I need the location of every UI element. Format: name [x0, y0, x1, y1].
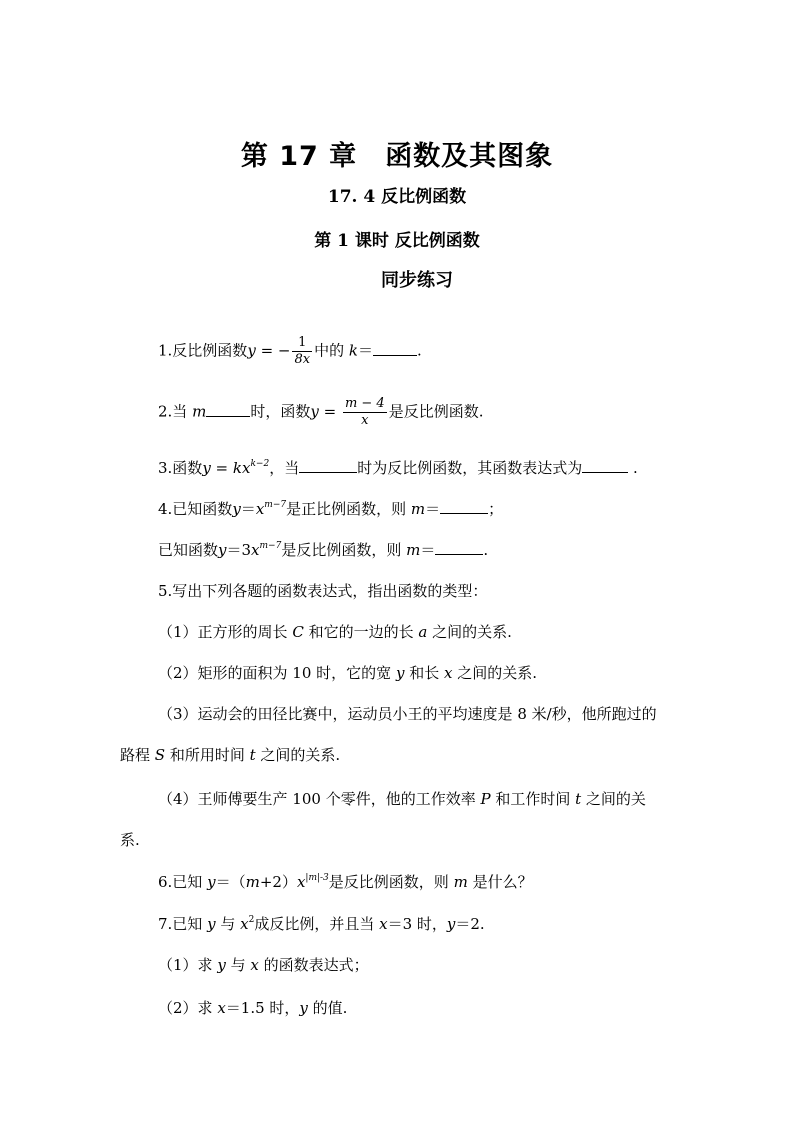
q5p1-var-C: C [292, 623, 304, 641]
answer-blank[interactable] [299, 458, 357, 473]
q4-end: ； [488, 500, 504, 518]
q7p2-var-x: x [217, 999, 226, 1017]
q5p2-text: （2）矩形的面积为 10 时，它的宽 [158, 664, 396, 682]
q4-var-x: x [255, 500, 265, 518]
question-5-intro: 5.写出下列各题的函数表达式，指出函数的类型： [158, 582, 488, 600]
q5p3-var-S: S [154, 746, 166, 764]
question-5-part-4-line-2: 系. [120, 831, 140, 849]
q5p4-end: 之间的关 [581, 790, 646, 808]
q7p1-var-x: x [250, 956, 259, 974]
q1-eq: = − [255, 341, 291, 360]
q5p4-text: （4）王师傅要生产 100 个零件，他的工作效率 [158, 790, 481, 808]
q7-var-x: x [240, 915, 249, 933]
q4-var-y: y [232, 500, 241, 518]
answer-blank[interactable] [435, 540, 483, 555]
question-6 [158, 871, 533, 892]
q2-end: 是反比例函数. [388, 402, 484, 421]
q7p2-mid: ＝1.5 时， [225, 999, 300, 1017]
chapter-title: 函数及其图象 [385, 141, 554, 172]
q1-text: 1.反比例函数 [158, 341, 248, 360]
q7-var-x2: x [379, 915, 388, 933]
q4b-eq2: ＝ [420, 541, 436, 559]
q3-mid2: 时为反比例函数，其函数表达式为 [357, 459, 583, 477]
chapter-number: 第 17 章 [240, 141, 358, 172]
question-7 [158, 913, 485, 934]
question-4-line-2 [158, 539, 488, 560]
q6-plus: +2） [259, 873, 297, 891]
question-5-part-1 [158, 621, 512, 642]
q4b-var-m: m [406, 541, 421, 559]
answer-blank[interactable] [440, 499, 488, 514]
q1-eq2: ＝ [357, 341, 373, 360]
q3-text: 3.函数 [158, 459, 203, 477]
lesson-title: 第 1 课时 反比例函数 [314, 231, 480, 251]
q1-denominator: 8x [294, 352, 311, 367]
q4b-text: 已知函数 [158, 541, 219, 559]
q4-var-m: m [410, 500, 426, 518]
q7p2-end: 的值. [307, 999, 348, 1017]
answer-blank[interactable] [206, 402, 250, 417]
q4-mid: 是正比例函数，则 [286, 500, 411, 518]
section-title: 17. 4 反比例函数 [327, 187, 467, 207]
q6-var-x: x [296, 873, 306, 891]
q5p2-var-x: x [443, 664, 453, 682]
q5p2-var-y: y [395, 664, 405, 682]
q4b-var-y: y [218, 541, 227, 559]
q1-numerator: 1 [292, 335, 312, 352]
q6-end: 是什么？ [467, 873, 533, 891]
q7p1-var-y: y [217, 956, 226, 974]
q7p2-text: （2）求 [158, 999, 218, 1017]
q3-end: . [628, 459, 638, 477]
q7p1-mid: 与 [225, 956, 251, 974]
question-4-line-1 [158, 498, 503, 519]
q4-text: 4.已知函数 [158, 500, 233, 518]
question-5-part-4-line-1 [158, 788, 646, 809]
q6-var-y: y [207, 873, 216, 891]
q4b-end: . [483, 541, 489, 559]
q1-var-k: k [348, 341, 358, 360]
q6-mid2: 是反比例函数，则 [328, 873, 454, 891]
q3-exponent: k−2 [250, 459, 270, 469]
q1-fraction [292, 335, 312, 368]
question-1 [158, 335, 422, 368]
q4-exponent: m−7 [264, 500, 287, 510]
q5p2-end: 之间的关系. [452, 664, 537, 682]
q4b-var-x: x [251, 541, 260, 559]
q7-mid2: 成反比例，并且当 [254, 915, 380, 933]
question-2 [158, 396, 483, 429]
q4-eq2: ＝ [425, 500, 441, 518]
q2-text: 2.当 [158, 402, 193, 421]
q5p1-end: 之间的关系. [427, 623, 512, 641]
q7-mid3: ＝3 时， [387, 915, 447, 933]
q5p4-mid: 和工作时间 [490, 790, 576, 808]
q5p2-mid: 和长 [404, 664, 444, 682]
q4b-eq: ＝3 [226, 541, 252, 559]
q3-expression: y = kx [202, 459, 251, 477]
q4b-mid: 是反比例函数，则 [281, 541, 407, 559]
q7-var-y: y [207, 915, 216, 933]
question-5-part-3-line-1: （3）运动会的田径比赛中，运动员小王的平均速度是 8 米/秒，他所跑过的 [158, 705, 657, 723]
q2-denominator: x [361, 413, 369, 428]
q2-numerator: m − 4 [344, 396, 385, 411]
q4b-exponent: m−7 [259, 541, 282, 551]
worksheet-subtitle: 同步练习 [381, 270, 453, 291]
q6-var-m: m [245, 873, 260, 891]
answer-blank[interactable] [373, 341, 417, 356]
q6-exponent: |m|-3 [305, 873, 329, 883]
q7-text: 7.已知 [158, 915, 208, 933]
q7p2-var-y: y [299, 999, 308, 1017]
q2-fraction [343, 396, 387, 429]
q5p4-var-P: P [480, 790, 491, 808]
q7-var-y2: y [446, 915, 456, 933]
question-3 [158, 457, 638, 478]
q2-mid: 时，函数 [250, 402, 311, 421]
q6-mid: ＝（ [215, 873, 246, 891]
q7-end: ＝2. [455, 915, 485, 933]
chapter-heading [0, 134, 794, 173]
q1-mid: 中的 [314, 341, 349, 360]
q7-exponent: 2 [248, 915, 255, 925]
question-7-part-2 [158, 997, 347, 1018]
answer-blank[interactable] [582, 458, 628, 473]
q3-mid: ，当 [269, 459, 300, 477]
q5p3-end: 之间的关系. [255, 746, 341, 764]
q2-var-m: m [192, 402, 207, 421]
q6-var-m2: m [453, 873, 468, 891]
q5p3-var-t: t [249, 746, 256, 764]
q5p3-text: 路程 [120, 746, 155, 764]
q5p1-mid: 和它的一边的长 [303, 623, 419, 641]
q4-eq: ＝ [240, 500, 256, 518]
q7-mid: 与 [215, 915, 241, 933]
question-5-part-3-line-2 [120, 744, 340, 765]
q2-eq: = [318, 402, 341, 421]
q1-tail: . [416, 341, 422, 360]
q7p1-end: 的函数表达式； [258, 956, 369, 974]
question-7-part-1 [158, 954, 369, 975]
q7p1-text: （1）求 [158, 956, 218, 974]
q5p4-var-t: t [575, 790, 582, 808]
question-5-part-2 [158, 662, 537, 683]
q2-var-y: y [310, 402, 319, 421]
q5p3-mid: 和所用时间 [165, 746, 250, 764]
q1-var-y: y [247, 341, 256, 360]
q6-text: 6.已知 [158, 873, 208, 891]
q5p1-var-a: a [418, 623, 428, 641]
q5p1-text: （1）正方形的周长 [158, 623, 293, 641]
